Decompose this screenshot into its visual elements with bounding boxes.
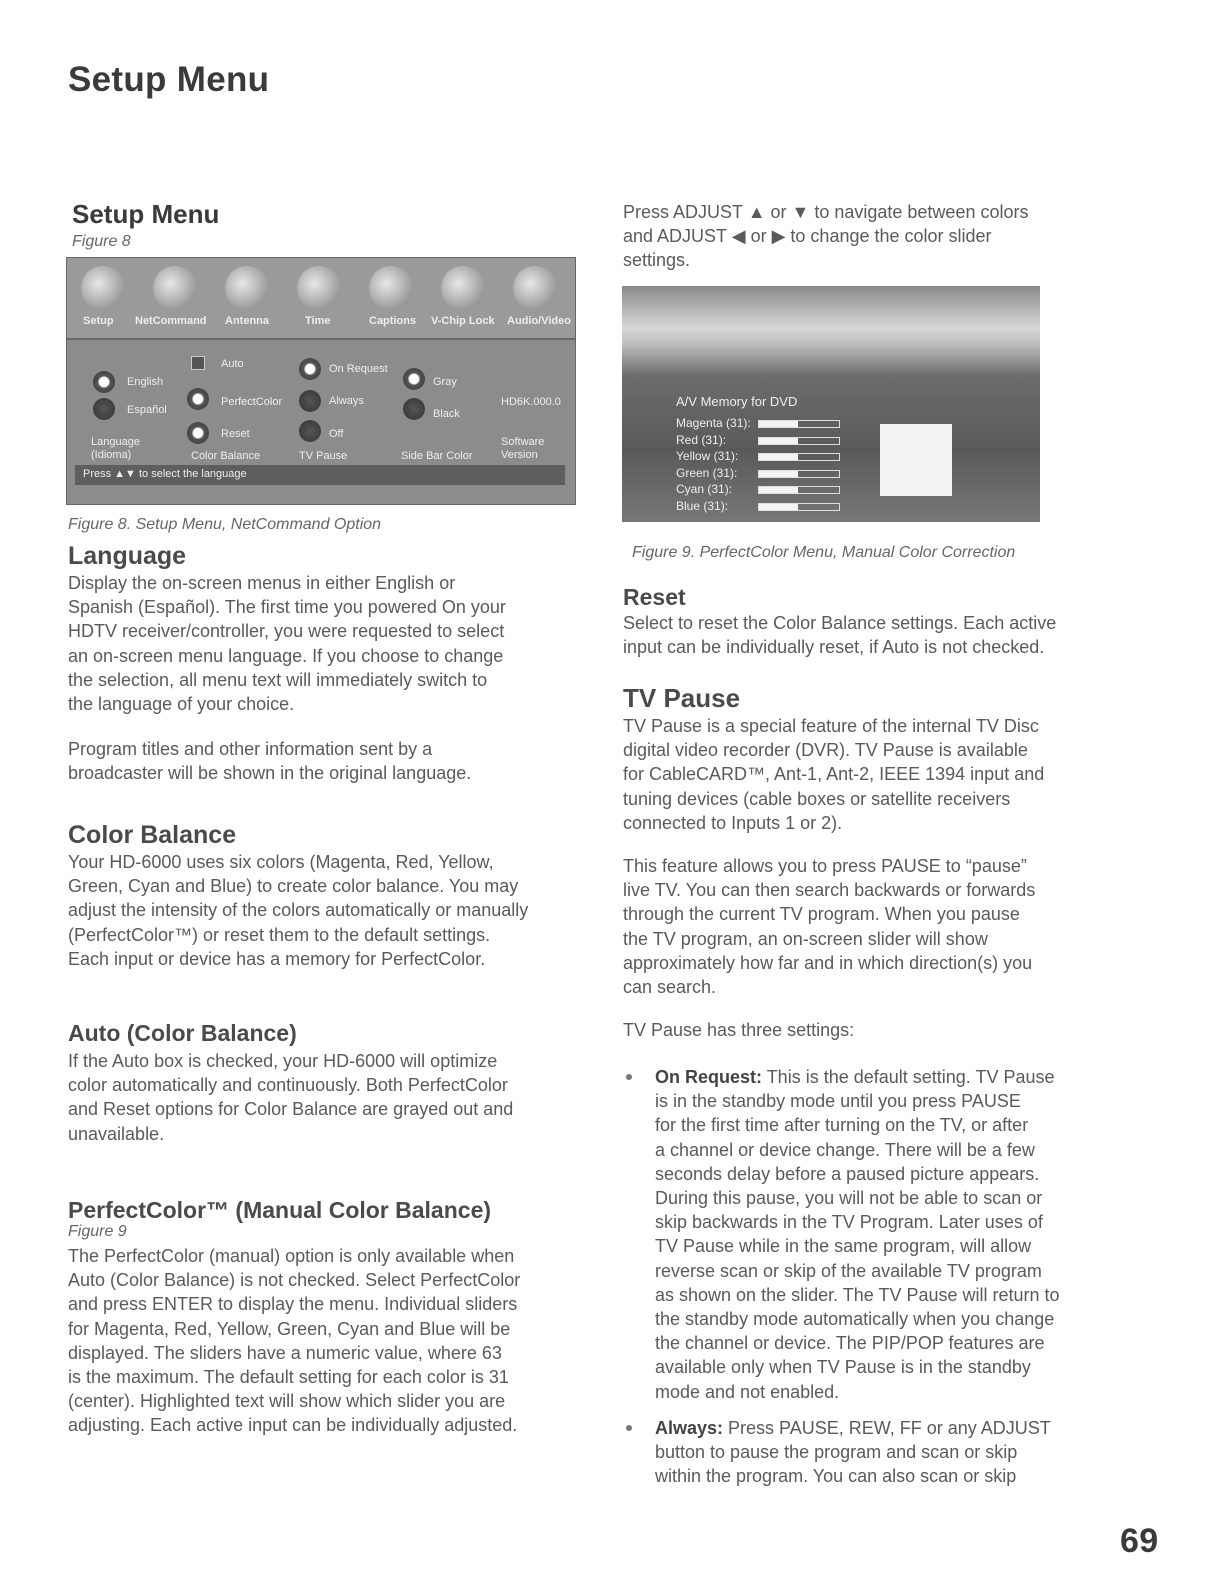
page-number: 69 (1120, 1522, 1159, 1560)
radio-off (299, 420, 321, 442)
perfectcolor-figure-ref: Figure 9 (68, 1223, 127, 1240)
captions-icon (369, 266, 413, 310)
slider-label: Magenta (31): (676, 416, 751, 430)
tv-pause-paragraph-1: TV Pause is a special feature of the internal TV Disc digital video recorder (DVR). TV Pause is available for CableCARD™, Ant-1, Ant-2, IEEE 1394 input and tuning devices (cable boxes or satellite receivers connected to Inputs 1 or 2). (623, 716, 1045, 833)
option-gray: Gray (433, 376, 457, 388)
software-version-value: HD6K.000.0 (501, 396, 561, 408)
audio-video-icon (513, 266, 557, 310)
radio-black (403, 398, 425, 420)
language-paragraph: Display the on-screen menus in either English or Spanish (Español). The first time you powered On your HDTV receiver/controller, you were requested to select an on-screen menu language. If you choose to change the selection, all menu text will immediately switch to the language of your choice. (68, 573, 506, 715)
setup-icon (81, 266, 125, 310)
bullet-on-request (655, 1065, 1060, 1404)
slider-label: Green (31): (676, 465, 738, 480)
color-slider (758, 453, 840, 461)
bullet-always (655, 1416, 1051, 1489)
auto-paragraph: If the Auto box is checked, your HD-6000 will optimize color automatically and continuously. Both PerfectColor and Reset options for Color Balance are grayed out and unavailable. (68, 1051, 514, 1144)
hint-bar: Press ▲▼ to select the language (75, 465, 565, 485)
antenna-icon (225, 266, 269, 310)
color-balance-paragraph: Your HD-6000 uses six colors (Magenta, Red, Yellow, Green, Cyan and Blue) to create color balance. You may adjust the intensity of the colors automatically or manually (PerfectColor™) or reset them to the default settings. Each input or device has a memory for PerfectColor. (68, 852, 529, 969)
color-slider (758, 486, 840, 494)
slider-fill (759, 454, 798, 460)
radio-espanol (93, 398, 115, 420)
slider-label: Yellow (31): (676, 449, 739, 463)
color-slider (758, 470, 840, 478)
language-label: Language (Idioma) (91, 436, 140, 461)
slider-fill (759, 421, 798, 427)
tab-captions: Captions (369, 315, 417, 327)
figure-9-caption: Figure 9. PerfectColor Menu, Manual Color Correction (632, 544, 1016, 561)
slider-label: Blue (31): (676, 498, 729, 513)
option-on-request: On Request (329, 363, 388, 375)
bullet-icon (626, 1074, 632, 1080)
option-espanol: Español (127, 404, 167, 416)
option-auto: Auto (221, 358, 244, 370)
radio-english (93, 371, 115, 393)
perfectcolor-heading: PerfectColor™ (Manual Color Balance) (68, 1197, 492, 1223)
section-title: Setup Menu (72, 199, 220, 229)
option-reset: Reset (221, 428, 250, 440)
tab-setup: Setup (83, 315, 114, 327)
option-off: Off (329, 428, 344, 440)
bullet-term: Always: (655, 1418, 724, 1438)
av-memory-title: A/V Memory for DVD (676, 394, 798, 409)
tab-audio-video: Audio/Video (507, 315, 571, 327)
tab-netcommand: NetCommand (135, 315, 207, 327)
slider-label: Cyan (31): (676, 482, 733, 496)
slider-fill (759, 471, 798, 477)
figure-8-setup-menu (66, 257, 576, 505)
tv-pause-heading: TV Pause (623, 683, 741, 713)
radio-gray (403, 368, 425, 390)
radio-on-request (299, 358, 321, 380)
color-slider (758, 503, 840, 511)
option-perfectcolor: PerfectColor (221, 396, 283, 408)
color-slider (758, 437, 840, 445)
option-english: English (127, 376, 164, 388)
language-heading: Language (68, 542, 187, 570)
option-always: Always (329, 395, 364, 407)
page-title: Setup Menu (68, 60, 270, 99)
menu-tab-bar (67, 258, 575, 340)
option-black: Black (433, 408, 460, 420)
radio-always (299, 390, 321, 412)
reset-heading: Reset (623, 584, 686, 610)
color-balance-label: Color Balance (191, 450, 261, 462)
tab-vchip-lock: V-Chip Lock (431, 315, 495, 327)
tab-antenna: Antenna (225, 315, 269, 327)
slider-label: Red (31): (676, 432, 727, 447)
color-preview (880, 424, 952, 496)
tv-pause-paragraph-3: TV Pause has three settings: (623, 1020, 855, 1040)
figure-9-perfectcolor-menu (622, 286, 1040, 522)
tv-pause-paragraph-2: This feature allows you to press PAUSE to “pause” live TV. You can then search backwards or forwards through the current TV program. When you pause the TV program, an on-screen slider will show approximately how far and in which direction(s) you can search. (623, 856, 1036, 998)
tv-pause-label: TV Pause (299, 450, 348, 462)
figure-8-caption: Figure 8. Setup Menu, NetCommand Option (68, 516, 382, 533)
auto-checkbox (191, 356, 205, 370)
bullet-term: On Request: (655, 1067, 763, 1087)
perfectcolor-paragraph: The PerfectColor (manual) option is only available when Auto (Color Balance) is not checked. Select PerfectColor and press ENTER to display the menu. Individual sliders for Magenta, Red, Yellow, Green, Cyan and Blue will be displayed. The sliders have a numeric value, where 63 is the maximum. The default setting for each color is 31 (center). Highlighted text will show which slider you are adjusting. Each active input can be individually adjusted. (68, 1246, 521, 1436)
color-slider (758, 420, 840, 428)
netcommand-icon (153, 266, 197, 310)
side-bar-color-label: Side Bar Color (401, 450, 473, 462)
software-version-label: Software Version (501, 436, 545, 461)
figure-ref: Figure 8 (72, 233, 131, 250)
bullet-icon (626, 1425, 632, 1431)
slider-fill (759, 487, 798, 493)
lock-icon (441, 266, 485, 310)
color-balance-heading: Color Balance (68, 821, 237, 849)
bullet-text: This is the default setting. TV Pause is in the standby mode until you press PAUSE for the first time after turning on the TV, or after a channel or device change. There will be a few seconds delay before a paused picture appears. During this pause, you will not be able to scan or skip backwards in the TV Program. Later uses of TV Pause while in the same program, will allow reverse scan or skip of the available TV program as shown on the slider. The TV Pause will return to the standby mode automatically when you change the channel or device. The PIP/POP features are available only when TV Pause is in the standby mode and not enabled. (655, 1067, 1060, 1402)
bullet-text: Press PAUSE, REW, FF or any ADJUST button to pause the program and scan or skip within the program. You can also scan or skip (655, 1418, 1051, 1487)
tab-time: Time (305, 315, 331, 327)
slider-fill (759, 504, 798, 510)
auto-heading: Auto (Color Balance) (68, 1020, 297, 1046)
radio-perfectcolor (187, 388, 209, 410)
reset-paragraph: Select to reset the Color Balance settings. Each active input can be individually reset, if Auto is not checked. (623, 613, 1057, 658)
radio-reset (187, 422, 209, 444)
slider-fill (759, 438, 798, 444)
adjust-paragraph: Press ADJUST ▲ or ▼ to navigate between colors and ADJUST ◀ or ▶ to change the color slider settings. (623, 202, 1029, 271)
language-paragraph-2: Program titles and other information sent by a broadcaster will be shown in the original language. (68, 739, 472, 784)
clock-icon (297, 266, 341, 310)
